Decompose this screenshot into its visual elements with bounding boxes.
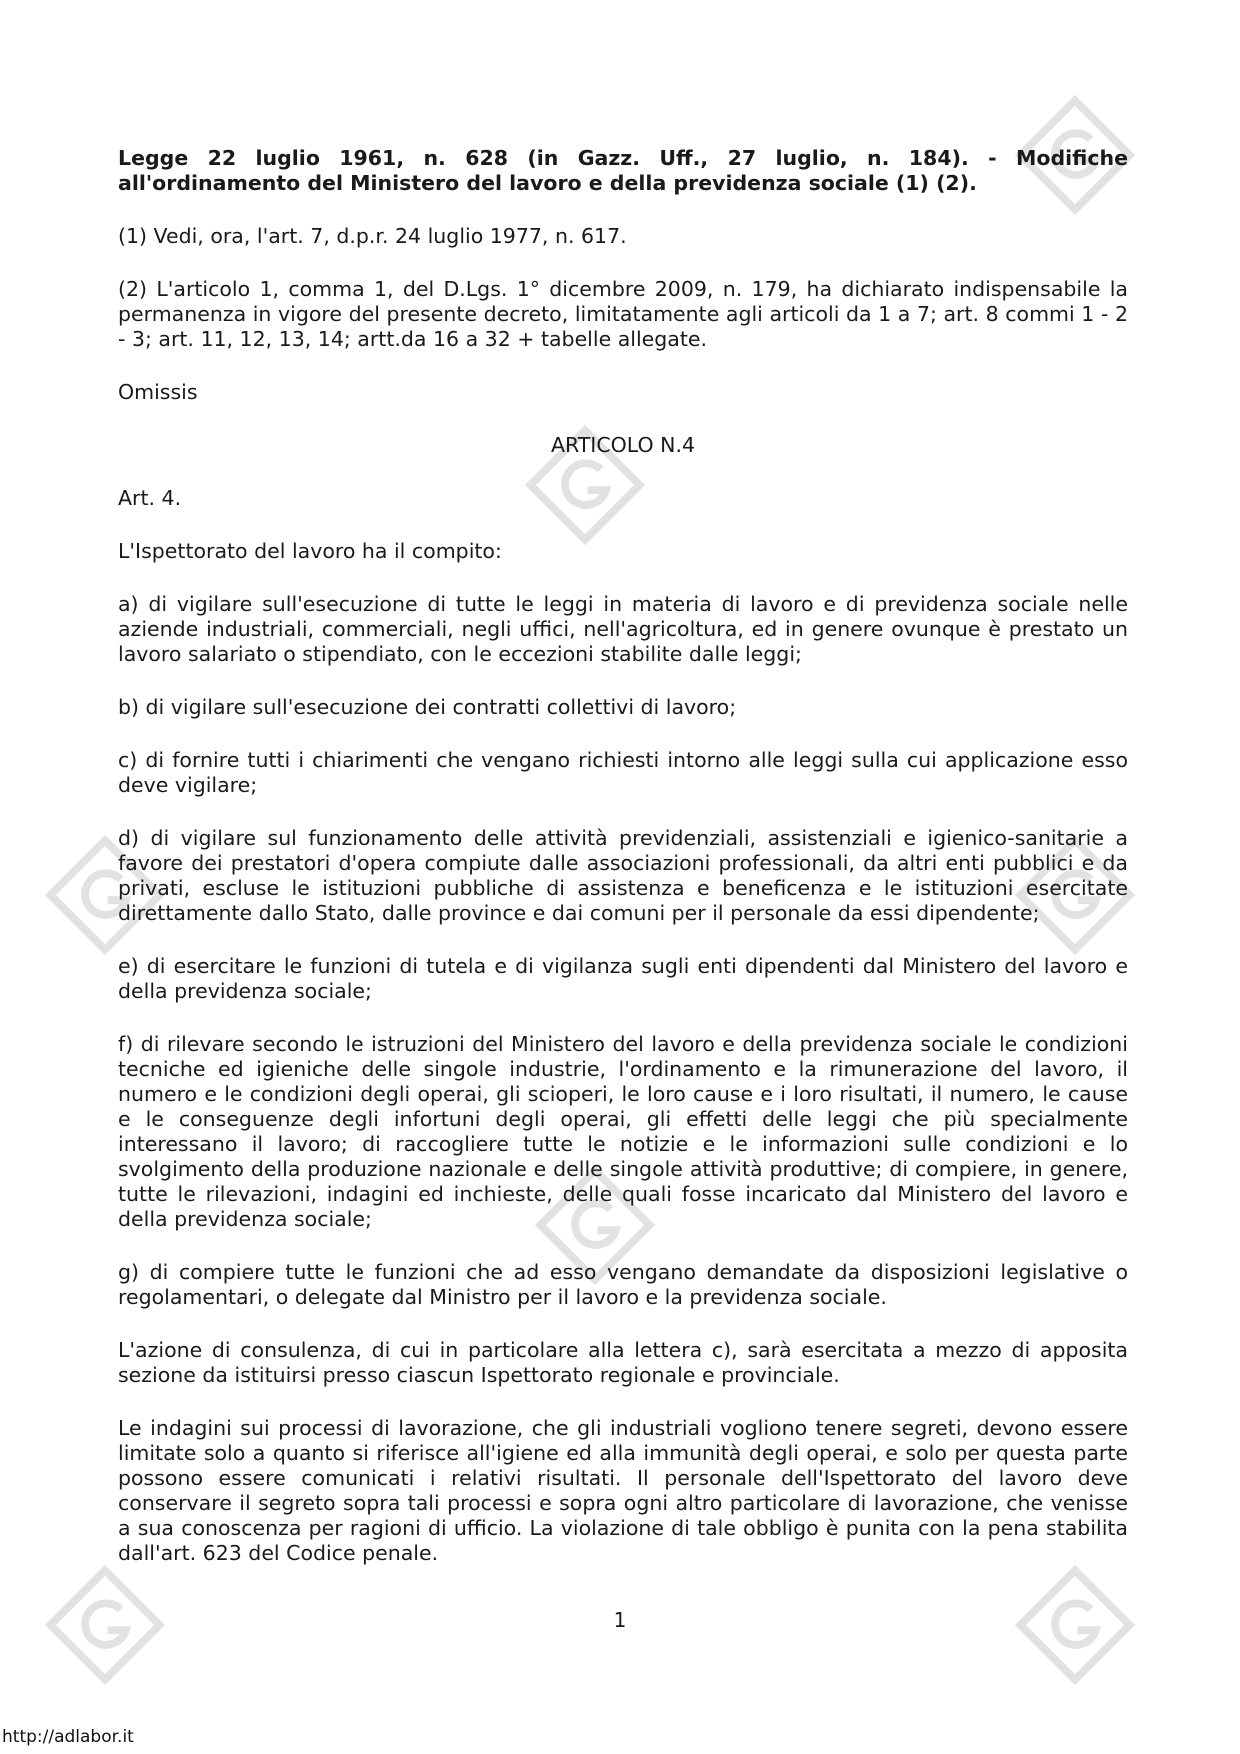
article-item-d: d) di vigilare sul funzionamento delle attività previdenziali, assistenziali e igienico-sanitarie a favore dei prestatori d'opera compiute dalle associazioni professionali, da altri enti pubblici e da privati, escluse le istituzioni pubbliche di assistenza e beneficenza e le istituzioni esercitate direttamente dallo Stato, dalle province e dai comuni per il personale da essi dipendente;	[118, 826, 1128, 925]
document-title: Legge 22 luglio 1961, n. 628 (in Gazz. Uff., 27 luglio, n. 184). - Modifiche all'ordinamento del Ministero del lavoro e della previdenza sociale (1) (2).	[118, 146, 1128, 195]
article-item-e: e) di esercitare le funzioni di tutela e di vigilanza sugli enti dipendenti dal Ministero del lavoro e della previdenza sociale;	[118, 954, 1128, 1003]
article-intro: L'Ispettorato del lavoro ha il compito:	[118, 539, 502, 563]
page-number: 1	[613, 1608, 627, 1632]
article-label: Art. 4.	[118, 486, 182, 510]
footer-url[interactable]: http://adlabor.it	[2, 1727, 134, 1747]
footnote-2: (2) L'articolo 1, comma 1, del D.Lgs. 1° dicembre 2009, n. 179, ha dichiarato indispensabile la permanenza in vigore del presente decreto, limitatamente agli articoli da 1 a 7; art. 8 commi 1 - 2 - 3; art. 11, 12, 13, 14; artt.da 16 a 32 + tabelle allegate.	[118, 277, 1128, 351]
article-heading: ARTICOLO N.4	[550, 433, 696, 457]
article-item-g: g) di compiere tutte le funzioni che ad esso vengano demandate da disposizioni legislative o regolamentari, o delegate dal Ministro per il lavoro e la previdenza sociale.	[118, 1260, 1128, 1309]
article-item-b: b) di vigilare sull'esecuzione dei contratti collettivi di lavoro;	[118, 695, 737, 719]
article-item-f: f) di rilevare secondo le istruzioni del Ministero del lavoro e della previdenza sociale le condizioni tecniche ed igieniche delle singole industrie, l'ordinamento e la rimunerazione del lavoro, il numero e le condizioni degli operai, gli scioperi, le loro cause e i loro risultati, il numero, le cause e le conseguenze degli infortuni degli operai, gli effetti delle leggi che più specialmente interessano il lavoro; di raccogliere tutte le notizie e le informazioni sulle condizioni e lo svolgimento della produzione nazionale e delle singole attività produttive; di compiere, in genere, tutte le rilevazioni, indagini ed inchieste, delle quali fosse incaricato dal Ministero del lavoro e della previdenza sociale;	[118, 1032, 1128, 1231]
article-item-c: c) di fornire tutti i chiarimenti che vengano richiesti intorno alle leggi sulla cui applicazione esso deve vigilare;	[118, 748, 1128, 797]
paragraph-consulenza: L'azione di consulenza, di cui in particolare alla lettera c), sarà esercitata a mezzo di apposita sezione da istituirsi presso ciascun Ispettorato regionale e provinciale.	[118, 1338, 1128, 1387]
paragraph-indagini: Le indagini sui processi di lavorazione, che gli industriali vogliono tenere segreti, devono essere limitate solo a quanto si riferisce all'igiene ed alla immunità degli operai, e solo per questa parte possono essere comunicati i relativi risultati. Il personale dell'Ispettorato del lavoro deve conservare il segreto sopra tali processi e sopra ogni altro particolare di lavorazione, che venisse a sua conoscenza per ragioni di ufficio. La violazione di tale obbligo è punita con la pena stabilita dall'art. 623 del Codice penale.	[118, 1416, 1128, 1565]
document-page	[118, 146, 1128, 1594]
article-item-a: a) di vigilare sull'esecuzione di tutte le leggi in materia di lavoro e di previdenza sociale nelle aziende industriali, commerciali, negli uffici, nell'agricoltura, ed in genere ovunque è prestato un lavoro salariato o stipendiato, con le eccezioni stabilite dalle leggi;	[118, 592, 1128, 666]
footnote-1: (1) Vedi, ora, l'art. 7, d.p.r. 24 luglio 1977, n. 617.	[118, 224, 627, 248]
omissis-label: Omissis	[118, 380, 198, 404]
